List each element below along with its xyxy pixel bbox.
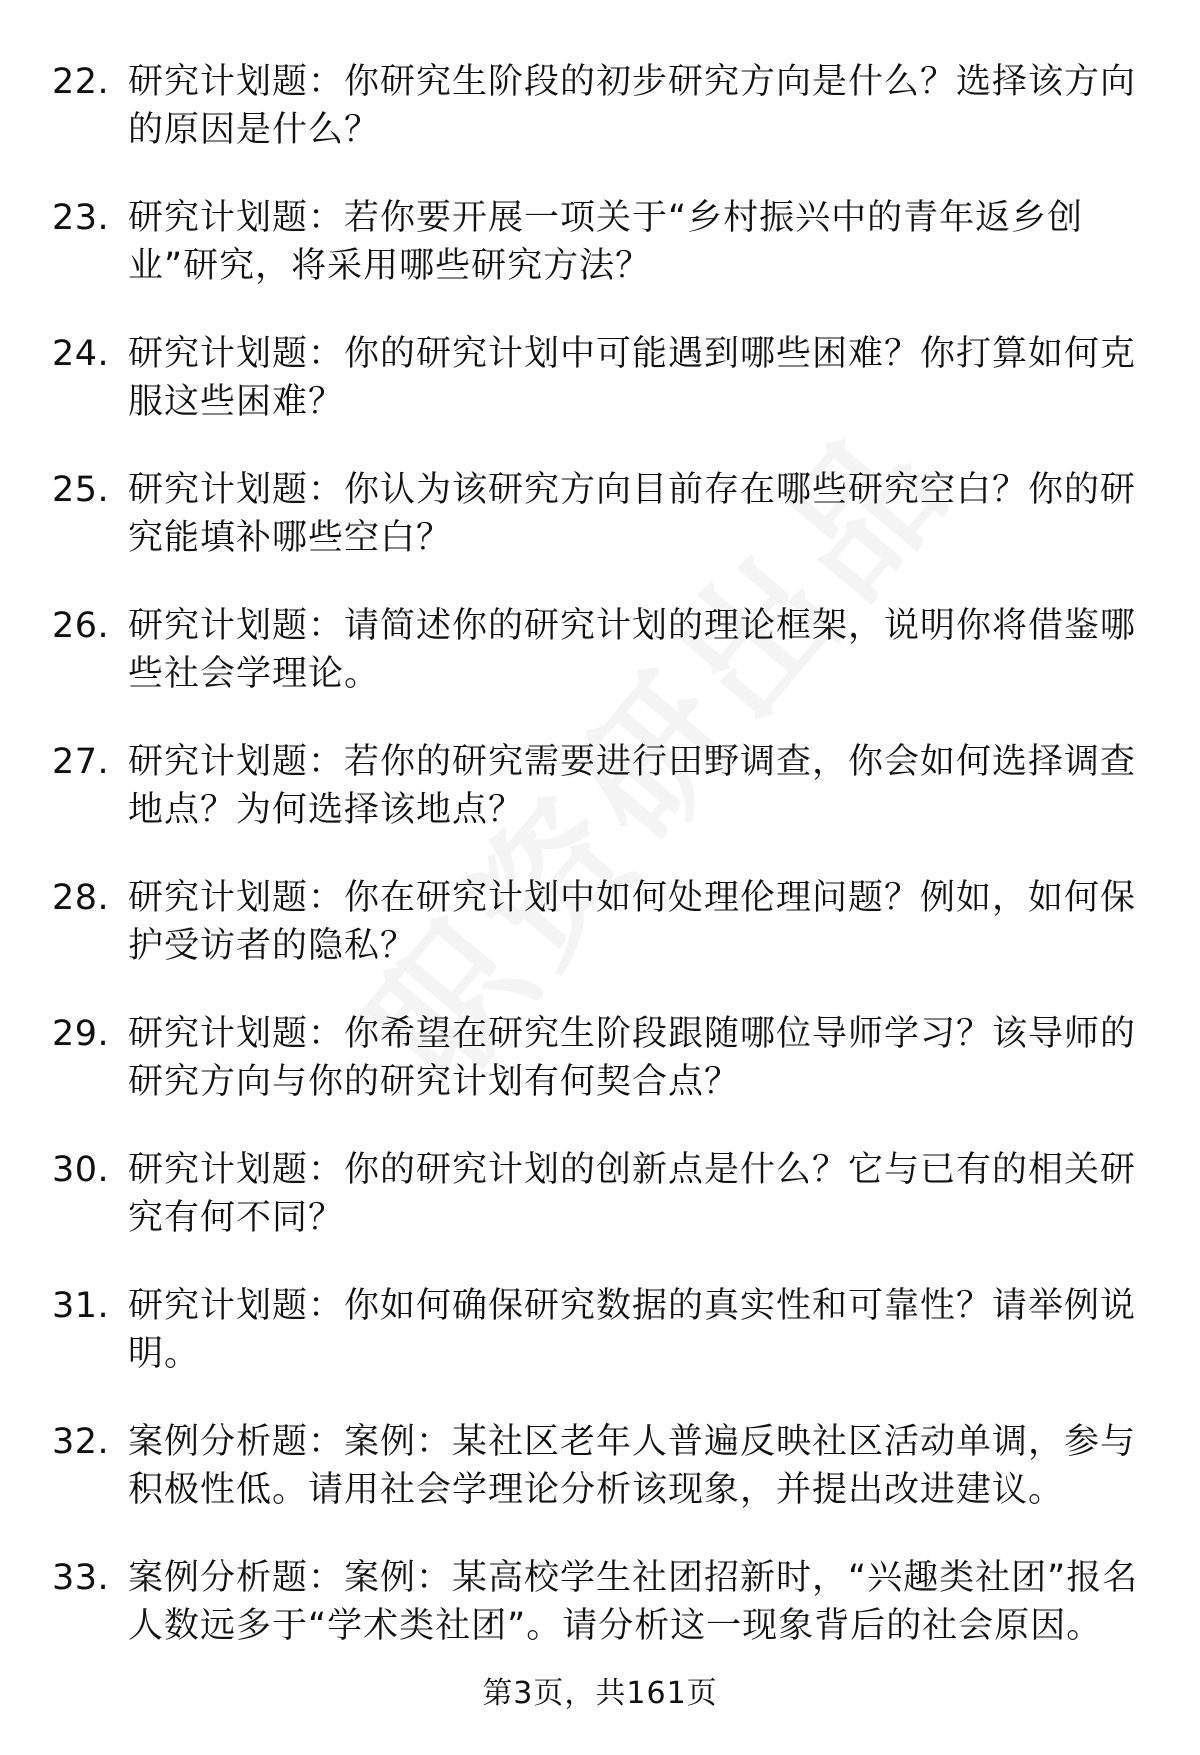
question-text: 研究计划题：你的研究计划的创新点是什么？它与已有的相关研究有何不同？ (128, 1150, 1137, 1238)
page-footer: 第3页，共161页 (482, 1676, 718, 1711)
question-text: 研究计划题：你在研究计划中如何处理伦理问题？例如，如何保护受访者的隐私？ (128, 878, 1137, 966)
question-item (52, 874, 1148, 970)
question-number: 26. (52, 606, 110, 646)
question-number: 32. (52, 1422, 110, 1462)
question-number: 28. (52, 878, 110, 918)
question-number: 24. (52, 334, 110, 374)
question-text: 研究计划题：你研究生阶段的初步研究方向是什么？选择该方向的原因是什么？ (128, 62, 1137, 150)
question-text: 研究计划题：你如何确保研究数据的真实性和可靠性？请举例说明。 (128, 1286, 1137, 1374)
question-number: 22. (52, 62, 110, 102)
question-text: 案例分析题：案例：某社区老年人普遍反映社区活动单调，参与积极性低。请用社会学理论分析该现象，并提出改进建议。 (128, 1422, 1137, 1510)
question-item (52, 1418, 1148, 1514)
question-item (52, 1146, 1148, 1242)
question-text: 研究计划题：你希望在研究生阶段跟随哪位导师学习？该导师的研究方向与你的研究计划有何契合点？ (128, 1014, 1137, 1102)
question-item (52, 58, 1148, 154)
question-text: 案例分析题：案例：某高校学生社团招新时，“兴趣类社团”报名人数远多于“学术类社团”。请分析这一现象背后的社会原因。 (128, 1558, 1139, 1646)
question-text: 研究计划题：你的研究计划中可能遇到哪些困难？你打算如何克服这些困难？ (128, 334, 1137, 422)
question-list (52, 58, 1148, 1690)
question-number: 25. (52, 470, 110, 510)
question-text: 研究计划题：若你的研究需要进行田野调查，你会如何选择调查地点？为何选择该地点？ (128, 742, 1137, 830)
question-number: 31. (52, 1286, 110, 1326)
question-number: 33. (52, 1558, 110, 1598)
question-item (52, 1554, 1148, 1650)
question-item (52, 602, 1148, 698)
question-item (52, 738, 1148, 834)
question-text: 研究计划题：请简述你的研究计划的理论框架，说明你将借鉴哪些社会学理论。 (128, 606, 1137, 694)
question-item (52, 466, 1148, 562)
question-number: 30. (52, 1150, 110, 1190)
question-item (52, 330, 1148, 426)
question-number: 27. (52, 742, 110, 782)
question-number: 29. (52, 1014, 110, 1054)
question-item (52, 1282, 1148, 1378)
question-text: 研究计划题：若你要开展一项关于“乡村振兴中的青年返乡创业”研究，将采用哪些研究方法？ (128, 198, 1084, 286)
question-item (52, 1010, 1148, 1106)
question-number: 23. (52, 198, 110, 238)
question-text: 研究计划题：你认为该研究方向目前存在哪些研究空白？你的研究能填补哪些空白？ (128, 470, 1137, 558)
question-item (52, 194, 1148, 290)
